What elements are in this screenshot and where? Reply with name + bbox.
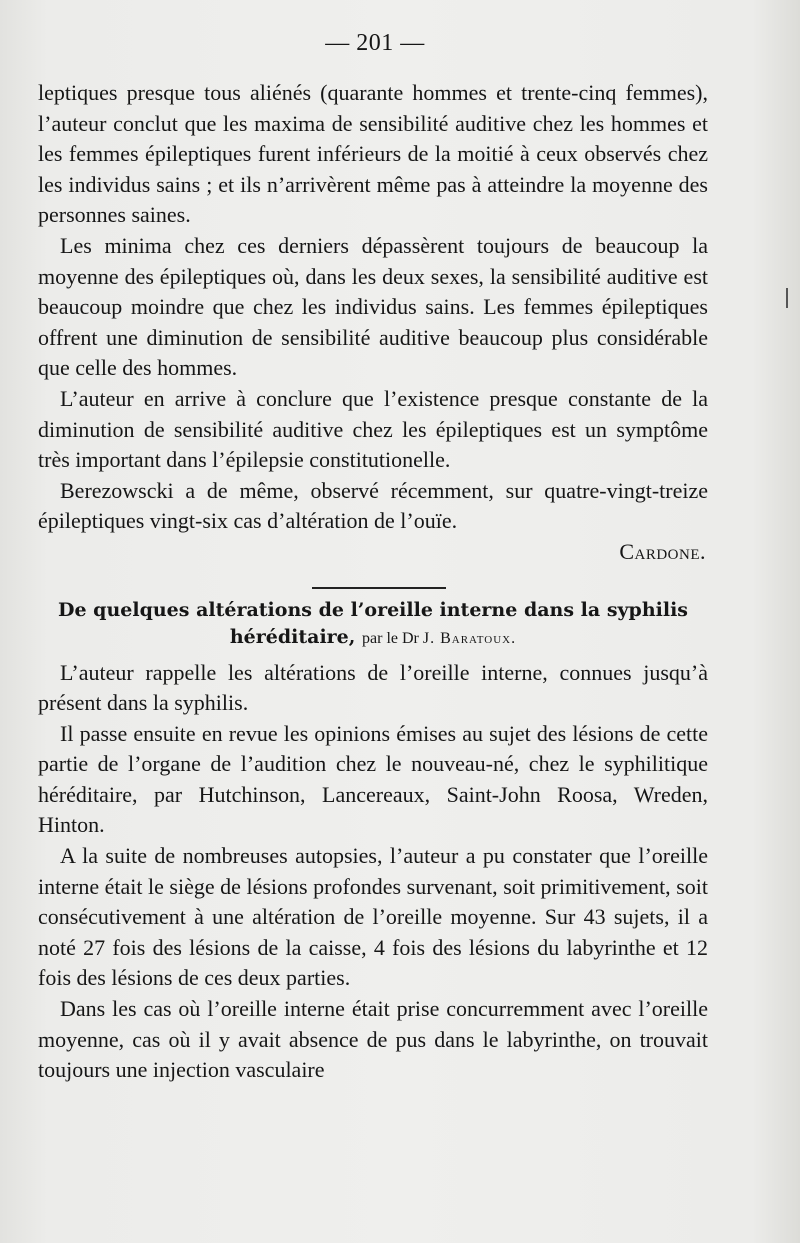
paragraph: leptiques presque tous aliénés (quarante hommes et trente-cinq femmes), l’auteur conclut que les maxima de sensibilité auditive chez les hommes et les femmes épileptiques furent inférieurs de la moitié à ceux observés chez les individus sains ; et ils n’arrivèrent même pas à atteindre la moyenne des personnes saines. bbox=[38, 80, 708, 228]
paragraph: L’auteur rappelle les altérations de l’oreille interne, connues jusqu’à présent dans la syphilis. bbox=[38, 659, 708, 716]
paragraph: Les minima chez ces derniers dépassèrent toujours de beaucoup la moyenne des épileptiques où, dans les deux sexes, la sensibilité auditive est beaucoup moindre que chez les individus sains. Les femmes épileptiques offrent une diminution de sensibilité auditive beaucoup plus considérable que celle des hommes. bbox=[38, 232, 708, 381]
paragraph: Il passe ensuite en revue les opinions émises au sujet des lésions de cette partie de l’organe de l’audition chez le nouveau-né, chez le syphilitique héréditaire, par Hutchinson, Lancereaux, Saint-John Roosa, Wreden, Hinton. bbox=[38, 720, 708, 838]
paragraph: A la suite de nombreuses autopsies, l’auteur a pu constater que l’oreille interne était le siège de lésions profondes survenant, soit primitivement, soit consécutivement à une altération de l’oreille moyenne. Sur 43 sujets, il a noté 27 fois des lésions de la caisse, 4 fois des lésions du labyrinthe et 12 fois des lésions de ces deux parties. bbox=[38, 843, 708, 991]
page-number: — 201 — bbox=[325, 30, 425, 56]
byline bbox=[362, 630, 516, 647]
byline-author: J. Baratoux. bbox=[422, 629, 517, 647]
body-text bbox=[38, 78, 708, 1086]
article-title bbox=[38, 597, 708, 652]
margin-mark bbox=[786, 288, 788, 308]
byline-prefix: par le Dr bbox=[362, 629, 419, 647]
section-divider bbox=[312, 587, 446, 589]
article-title-text: De quelques altérations de l’oreille interne dans la syphilis héréditaire, bbox=[57, 598, 688, 648]
paragraph: L’auteur en arrive à conclure que l’existence presque constante de la diminution de sensibilité auditive chez les épileptiques est un symptôme très important dans l’épilepsie constitutionelle. bbox=[38, 385, 708, 473]
author-signature: Cardone. bbox=[619, 538, 706, 564]
paragraph: Dans les cas où l’oreille interne était prise concurremment avec l’oreille moyenne, cas où il y avait absence de pus dans le labyrinthe, on trouvait toujours une injection vasculaire bbox=[38, 996, 708, 1083]
paragraph: Berezowscki a de même, observé récemment, sur quatre-vingt-treize épileptiques vingt-six cas d’altération de l’ouïe. bbox=[38, 477, 708, 534]
